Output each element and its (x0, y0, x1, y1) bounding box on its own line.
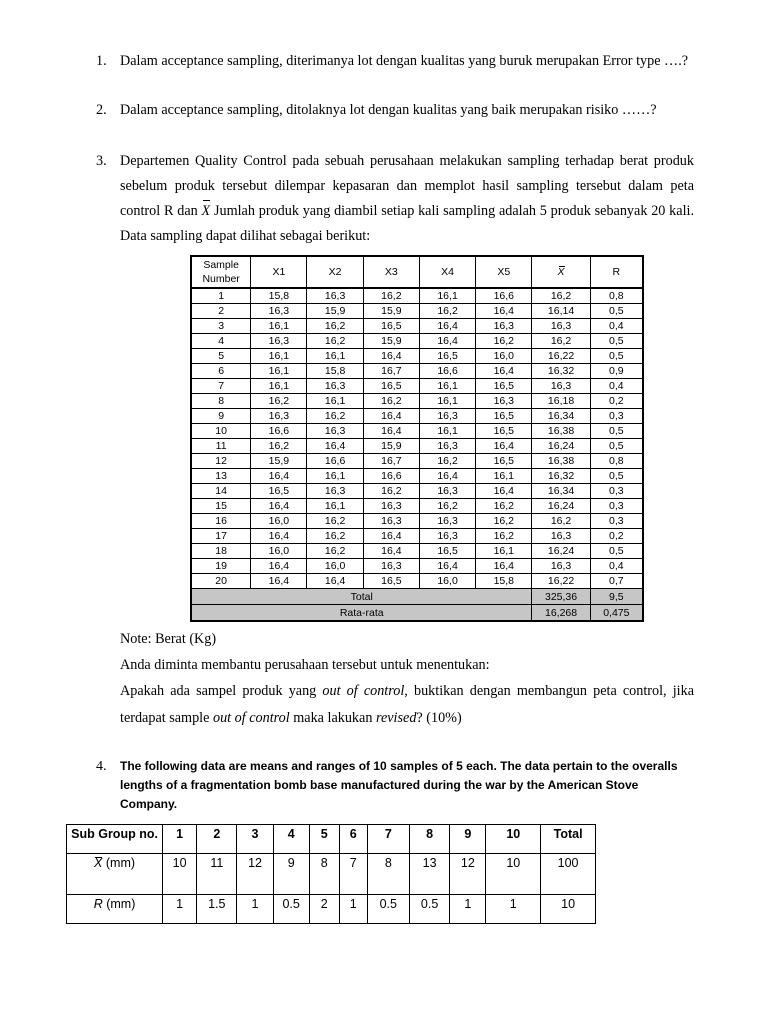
table-cell: 0,4 (590, 319, 643, 334)
table-cell: 16,1 (419, 288, 475, 304)
subgroup-value-cell: 10 (541, 895, 596, 924)
subgroup-value-cell: 12 (237, 854, 273, 895)
table-cell: 16,3 (476, 319, 532, 334)
table-cell: 16,3 (419, 439, 475, 454)
table-cell: 14 (191, 484, 251, 499)
table-cell: 16,5 (476, 424, 532, 439)
table-row (191, 454, 643, 469)
table-cell: 16,24 (532, 499, 590, 514)
subgroup-header-cell: 1 (163, 825, 197, 854)
question-text: Dalam acceptance sampling, ditolaknya lot dengan kualitas yang baik merupakan risiko ……? (120, 102, 657, 118)
header-x4: X4 (419, 256, 475, 288)
weight-note: Note: Berat (Kg) (120, 631, 217, 647)
table-cell: 16,4 (419, 334, 475, 349)
subgroup-value-cell: 10 (163, 854, 197, 895)
table-cell: 16,2 (476, 334, 532, 349)
table-cell: 16,4 (363, 529, 419, 544)
subgroup-header-cell: 6 (339, 825, 367, 854)
table-cell: 15 (191, 499, 251, 514)
table-cell: 18 (191, 544, 251, 559)
question-number: 1. (96, 53, 107, 69)
table-cell: 16,4 (476, 304, 532, 319)
average-row (191, 605, 643, 622)
table-cell: 16,34 (532, 409, 590, 424)
subgroup-value-cell: 1 (163, 895, 197, 924)
question-4 (96, 757, 696, 814)
table-cell: 0,5 (590, 304, 643, 319)
table-cell: 16,24 (532, 544, 590, 559)
table-row (191, 288, 643, 304)
table-cell: 0,5 (590, 544, 643, 559)
table-cell: 16,5 (363, 319, 419, 334)
table-row (191, 304, 643, 319)
table-cell: 0,4 (590, 379, 643, 394)
subgroup-header-cell: 7 (367, 825, 409, 854)
table-cell: 16,3 (307, 424, 363, 439)
table-cell: 16,4 (307, 574, 363, 589)
total-xbar: 325,36 (532, 589, 590, 605)
subgroup-table (66, 824, 596, 924)
table-cell: 16,2 (476, 529, 532, 544)
table-cell: 16,5 (476, 454, 532, 469)
sample-data-table (190, 255, 644, 622)
subgroup-value-cell: 8 (309, 854, 339, 895)
table-cell: 16,1 (251, 364, 307, 379)
table-cell: 16,2 (307, 409, 363, 424)
average-label: Rata-rata (191, 605, 532, 622)
table-cell: 15,9 (363, 304, 419, 319)
subgroup-value-cell: 12 (450, 854, 486, 895)
table-cell: 16,32 (532, 469, 590, 484)
subgroup-header-cell: 8 (409, 825, 449, 854)
table-row (191, 514, 643, 529)
table-cell: 16,3 (419, 529, 475, 544)
instruction-text: Anda diminta membantu perusahaan tersebut untuk menentukan: (120, 657, 490, 673)
table-cell: 16,3 (251, 409, 307, 424)
total-row (191, 589, 643, 605)
table-row (191, 364, 643, 379)
table-cell: 16,18 (532, 394, 590, 409)
table-cell: 16,1 (307, 469, 363, 484)
table-cell: 16,1 (307, 349, 363, 364)
header-x3: X3 (363, 256, 419, 288)
table-row (191, 499, 643, 514)
table-cell: 0,5 (590, 424, 643, 439)
subgroup-value-cell: 1 (339, 895, 367, 924)
table-row (191, 574, 643, 589)
r-row-label: R (mm) (67, 895, 163, 924)
table-cell: 16,2 (532, 288, 590, 304)
table-cell: 16,0 (476, 349, 532, 364)
table-row (191, 469, 643, 484)
table-cell: 0,4 (590, 559, 643, 574)
table-cell: 16,38 (532, 424, 590, 439)
table-cell: 4 (191, 334, 251, 349)
subgroup-header-cell: 2 (197, 825, 237, 854)
table-cell: 16,3 (307, 288, 363, 304)
header-r: R (590, 256, 643, 288)
table-cell: 16,4 (476, 439, 532, 454)
table-cell: 16,34 (532, 484, 590, 499)
header-x1: X1 (251, 256, 307, 288)
table-row (191, 484, 643, 499)
table-cell: 16,4 (363, 349, 419, 364)
table-cell: 16,6 (307, 454, 363, 469)
table-cell: 16,2 (532, 514, 590, 529)
table-cell: 16,4 (476, 559, 532, 574)
table-cell: 16,6 (476, 288, 532, 304)
table-cell: 0,5 (590, 439, 643, 454)
table-cell: 16,5 (363, 379, 419, 394)
table-cell: 16,4 (307, 439, 363, 454)
table-cell: 11 (191, 439, 251, 454)
table-cell: 16,2 (419, 499, 475, 514)
subgroup-value-cell: 0.5 (367, 895, 409, 924)
table-row (191, 349, 643, 364)
table-cell: 16,3 (419, 514, 475, 529)
table-cell: 16,3 (251, 334, 307, 349)
table-cell: 16,2 (363, 288, 419, 304)
question-number: 3. (96, 153, 107, 169)
table-cell: 0,9 (590, 364, 643, 379)
table-cell: 16,1 (251, 379, 307, 394)
table-cell: 7 (191, 379, 251, 394)
table-cell: 8 (191, 394, 251, 409)
table-row (191, 529, 643, 544)
question-text: Dalam acceptance sampling, diterimanya lot dengan kualitas yang buruk merupakan Error type ….? (120, 53, 689, 69)
subgroup-xbar-row (67, 854, 596, 895)
table-cell: 16,2 (307, 514, 363, 529)
table-cell: 0,3 (590, 499, 643, 514)
table-cell: 15,9 (363, 439, 419, 454)
table-cell: 16,1 (476, 544, 532, 559)
table-cell: 6 (191, 364, 251, 379)
table-cell: 16,1 (307, 394, 363, 409)
table-cell: 16,2 (419, 304, 475, 319)
table-cell: 12 (191, 454, 251, 469)
table-cell: 0,3 (590, 484, 643, 499)
table-cell: 16,3 (307, 484, 363, 499)
table-cell: 16,5 (363, 574, 419, 589)
subgroup-value-cell: 0.5 (273, 895, 309, 924)
table-cell: 16,24 (532, 439, 590, 454)
table-cell: 16,2 (476, 499, 532, 514)
subgroup-value-cell: 11 (197, 854, 237, 895)
table-cell: 13 (191, 469, 251, 484)
table-cell: 15,9 (363, 334, 419, 349)
table-row (191, 424, 643, 439)
table-cell: 19 (191, 559, 251, 574)
table-cell: 0,5 (590, 349, 643, 364)
out-of-control-term: out of control (212, 710, 290, 726)
table-cell: 16,7 (363, 454, 419, 469)
table-cell: 16,0 (251, 544, 307, 559)
table-cell: 16,3 (532, 319, 590, 334)
table-cell: 16,22 (532, 574, 590, 589)
table-cell: 16,3 (419, 409, 475, 424)
table-cell: 16,4 (419, 319, 475, 334)
table-cell: 16,2 (307, 529, 363, 544)
question-1 (96, 49, 694, 74)
table-row (191, 319, 643, 334)
table-cell: 0,8 (590, 454, 643, 469)
table-cell: 16,5 (476, 409, 532, 424)
table-cell: 16,4 (251, 559, 307, 574)
out-of-control-term: out of control (322, 683, 405, 699)
table-cell: 16,5 (419, 544, 475, 559)
table-row (191, 559, 643, 574)
question-text-part1: Departemen Quality Control pada sebuah perusahaan melakukan sampling terhadap berat produk sebelum produk tersebut dilempar kepasaran dan memplot hasil sampling tersebut dalam peta control R dan (120, 153, 694, 219)
table-cell: 16,3 (419, 484, 475, 499)
table-cell: 0,5 (590, 334, 643, 349)
table-cell: 1 (191, 288, 251, 304)
header-sample-number: Sample Number (191, 256, 251, 288)
table-cell: 16,1 (476, 469, 532, 484)
table-cell: 16,4 (251, 499, 307, 514)
subgroup-header-row (67, 825, 596, 854)
subgroup-value-cell: 13 (409, 854, 449, 895)
table-cell: 0,5 (590, 469, 643, 484)
table-cell: 16,3 (251, 304, 307, 319)
table-row (191, 379, 643, 394)
table-row (191, 544, 643, 559)
table-cell: 16,3 (363, 559, 419, 574)
table-cell: 16,1 (419, 379, 475, 394)
question-number: 2. (96, 102, 107, 118)
table-cell: 16,3 (532, 559, 590, 574)
subgroup-value-cell: 1 (486, 895, 541, 924)
table-cell: 16,4 (419, 559, 475, 574)
revised-term: revised (375, 710, 417, 726)
subgroup-value-cell: 2 (309, 895, 339, 924)
table-header-row (191, 256, 643, 288)
table-cell: 16,6 (419, 364, 475, 379)
table-cell: 16,3 (363, 499, 419, 514)
question-text: The following data are means and ranges of 10 samples of 5 each. The data pertain to the overalls lengths of a fragmentation bomb base manufactured during the war by the American Stove Company. (120, 759, 678, 811)
table-cell: 0,2 (590, 529, 643, 544)
table-cell: 16,3 (532, 379, 590, 394)
subgroup-header-cell: 4 (273, 825, 309, 854)
subgroup-value-cell: 7 (339, 854, 367, 895)
xbar-row-label: X (mm) (67, 854, 163, 895)
table-cell: 9 (191, 409, 251, 424)
subgroup-value-cell: 10 (486, 854, 541, 895)
table-cell: 16,2 (307, 544, 363, 559)
header-x5: X5 (476, 256, 532, 288)
table-cell: 16,14 (532, 304, 590, 319)
table-cell: 16,2 (307, 319, 363, 334)
table-cell: 0,7 (590, 574, 643, 589)
subgroup-header-cell: 3 (237, 825, 273, 854)
table-cell: 2 (191, 304, 251, 319)
table-cell: 16,0 (251, 514, 307, 529)
question-text-part2: Jumlah produk yang diambil setiap kali sampling adalah 5 produk sebanyak 20 kali. Data sampling dapat dilihat sebagai berikut: (120, 203, 694, 244)
table-cell: 16,3 (532, 529, 590, 544)
table-cell: 16,1 (251, 319, 307, 334)
subgroup-r-row (67, 895, 596, 924)
table-cell: 5 (191, 349, 251, 364)
table-cell: 16,5 (476, 379, 532, 394)
table-cell: 16,4 (419, 469, 475, 484)
subgroup-value-cell: 9 (273, 854, 309, 895)
question-text (120, 149, 694, 249)
subgroup-header-cell: Total (541, 825, 596, 854)
table-cell: 16,4 (363, 544, 419, 559)
subgroup-value-cell: 1 (237, 895, 273, 924)
table-cell: 16,32 (532, 364, 590, 379)
table-row (191, 439, 643, 454)
table-cell: 15,9 (307, 304, 363, 319)
table-body (191, 288, 643, 589)
table-cell: 16,22 (532, 349, 590, 364)
table-cell: 16,3 (307, 379, 363, 394)
header-xbar: X (532, 256, 590, 288)
table-cell: 16,5 (419, 349, 475, 364)
table-cell: 15,8 (251, 288, 307, 304)
subgroup-header-cell: 5 (309, 825, 339, 854)
table-row (191, 409, 643, 424)
subgroup-value-cell: 1 (450, 895, 486, 924)
table-cell: 16,0 (419, 574, 475, 589)
table-cell: 16,2 (532, 334, 590, 349)
table-cell: 16,2 (307, 334, 363, 349)
total-label: Total (191, 589, 532, 605)
table-cell: 16,2 (251, 439, 307, 454)
subgroup-header-cell: 9 (450, 825, 486, 854)
table-cell: 0,3 (590, 409, 643, 424)
table-cell: 17 (191, 529, 251, 544)
table-cell: 15,8 (307, 364, 363, 379)
table-cell: 0,8 (590, 288, 643, 304)
table-row (191, 394, 643, 409)
table-cell: 16,4 (251, 469, 307, 484)
table-cell: 16,1 (419, 424, 475, 439)
table-cell: 16,6 (251, 424, 307, 439)
subgroup-value-cell: 100 (541, 854, 596, 895)
question-3 (96, 149, 694, 249)
subgroup-header-cell: 10 (486, 825, 541, 854)
question-number: 4. (96, 759, 107, 774)
table-cell: 15,9 (251, 454, 307, 469)
xbar-symbol: X (202, 199, 211, 224)
subgroup-value-cell: 8 (367, 854, 409, 895)
table-cell: 16,3 (476, 394, 532, 409)
table-cell: 10 (191, 424, 251, 439)
table-cell: 16,4 (476, 484, 532, 499)
average-r: 0,475 (590, 605, 643, 622)
table-cell: 16,2 (251, 394, 307, 409)
total-r: 9,5 (590, 589, 643, 605)
table-cell: 16,7 (363, 364, 419, 379)
table-cell: 16,1 (419, 394, 475, 409)
subgroup-header-label: Sub Group no. (67, 825, 163, 854)
table-cell: 16,4 (251, 529, 307, 544)
table-cell: 20 (191, 574, 251, 589)
table-cell: 15,8 (476, 574, 532, 589)
header-x2: X2 (307, 256, 363, 288)
table-cell: 16,4 (476, 364, 532, 379)
average-xbar: 16,268 (532, 605, 590, 622)
table-cell: 16,5 (251, 484, 307, 499)
table-cell: 16,6 (363, 469, 419, 484)
table-cell: 16,2 (363, 394, 419, 409)
table-cell: 16,2 (476, 514, 532, 529)
table-cell: 16,1 (307, 499, 363, 514)
question-prompt: Apakah ada sampel produk yang out of control, buktikan dengan membangun peta control, jika terdapat sample out of control maka lakukan revised? (10%) (120, 683, 694, 726)
subgroup-value-cell: 0.5 (409, 895, 449, 924)
table-cell: 16,3 (363, 514, 419, 529)
table-cell: 16,38 (532, 454, 590, 469)
table-cell: 0,2 (590, 394, 643, 409)
table-cell: 16,1 (251, 349, 307, 364)
table-cell: 0,3 (590, 514, 643, 529)
table-cell: 3 (191, 319, 251, 334)
table-cell: 16,4 (363, 424, 419, 439)
table-row (191, 334, 643, 349)
table-cell: 16,4 (363, 409, 419, 424)
table-cell: 16,2 (363, 484, 419, 499)
question-2 (96, 98, 694, 123)
subgroup-value-cell: 1.5 (197, 895, 237, 924)
table-cell: 16 (191, 514, 251, 529)
table-cell: 16,2 (419, 454, 475, 469)
table-cell: 16,4 (251, 574, 307, 589)
table-cell: 16,0 (307, 559, 363, 574)
